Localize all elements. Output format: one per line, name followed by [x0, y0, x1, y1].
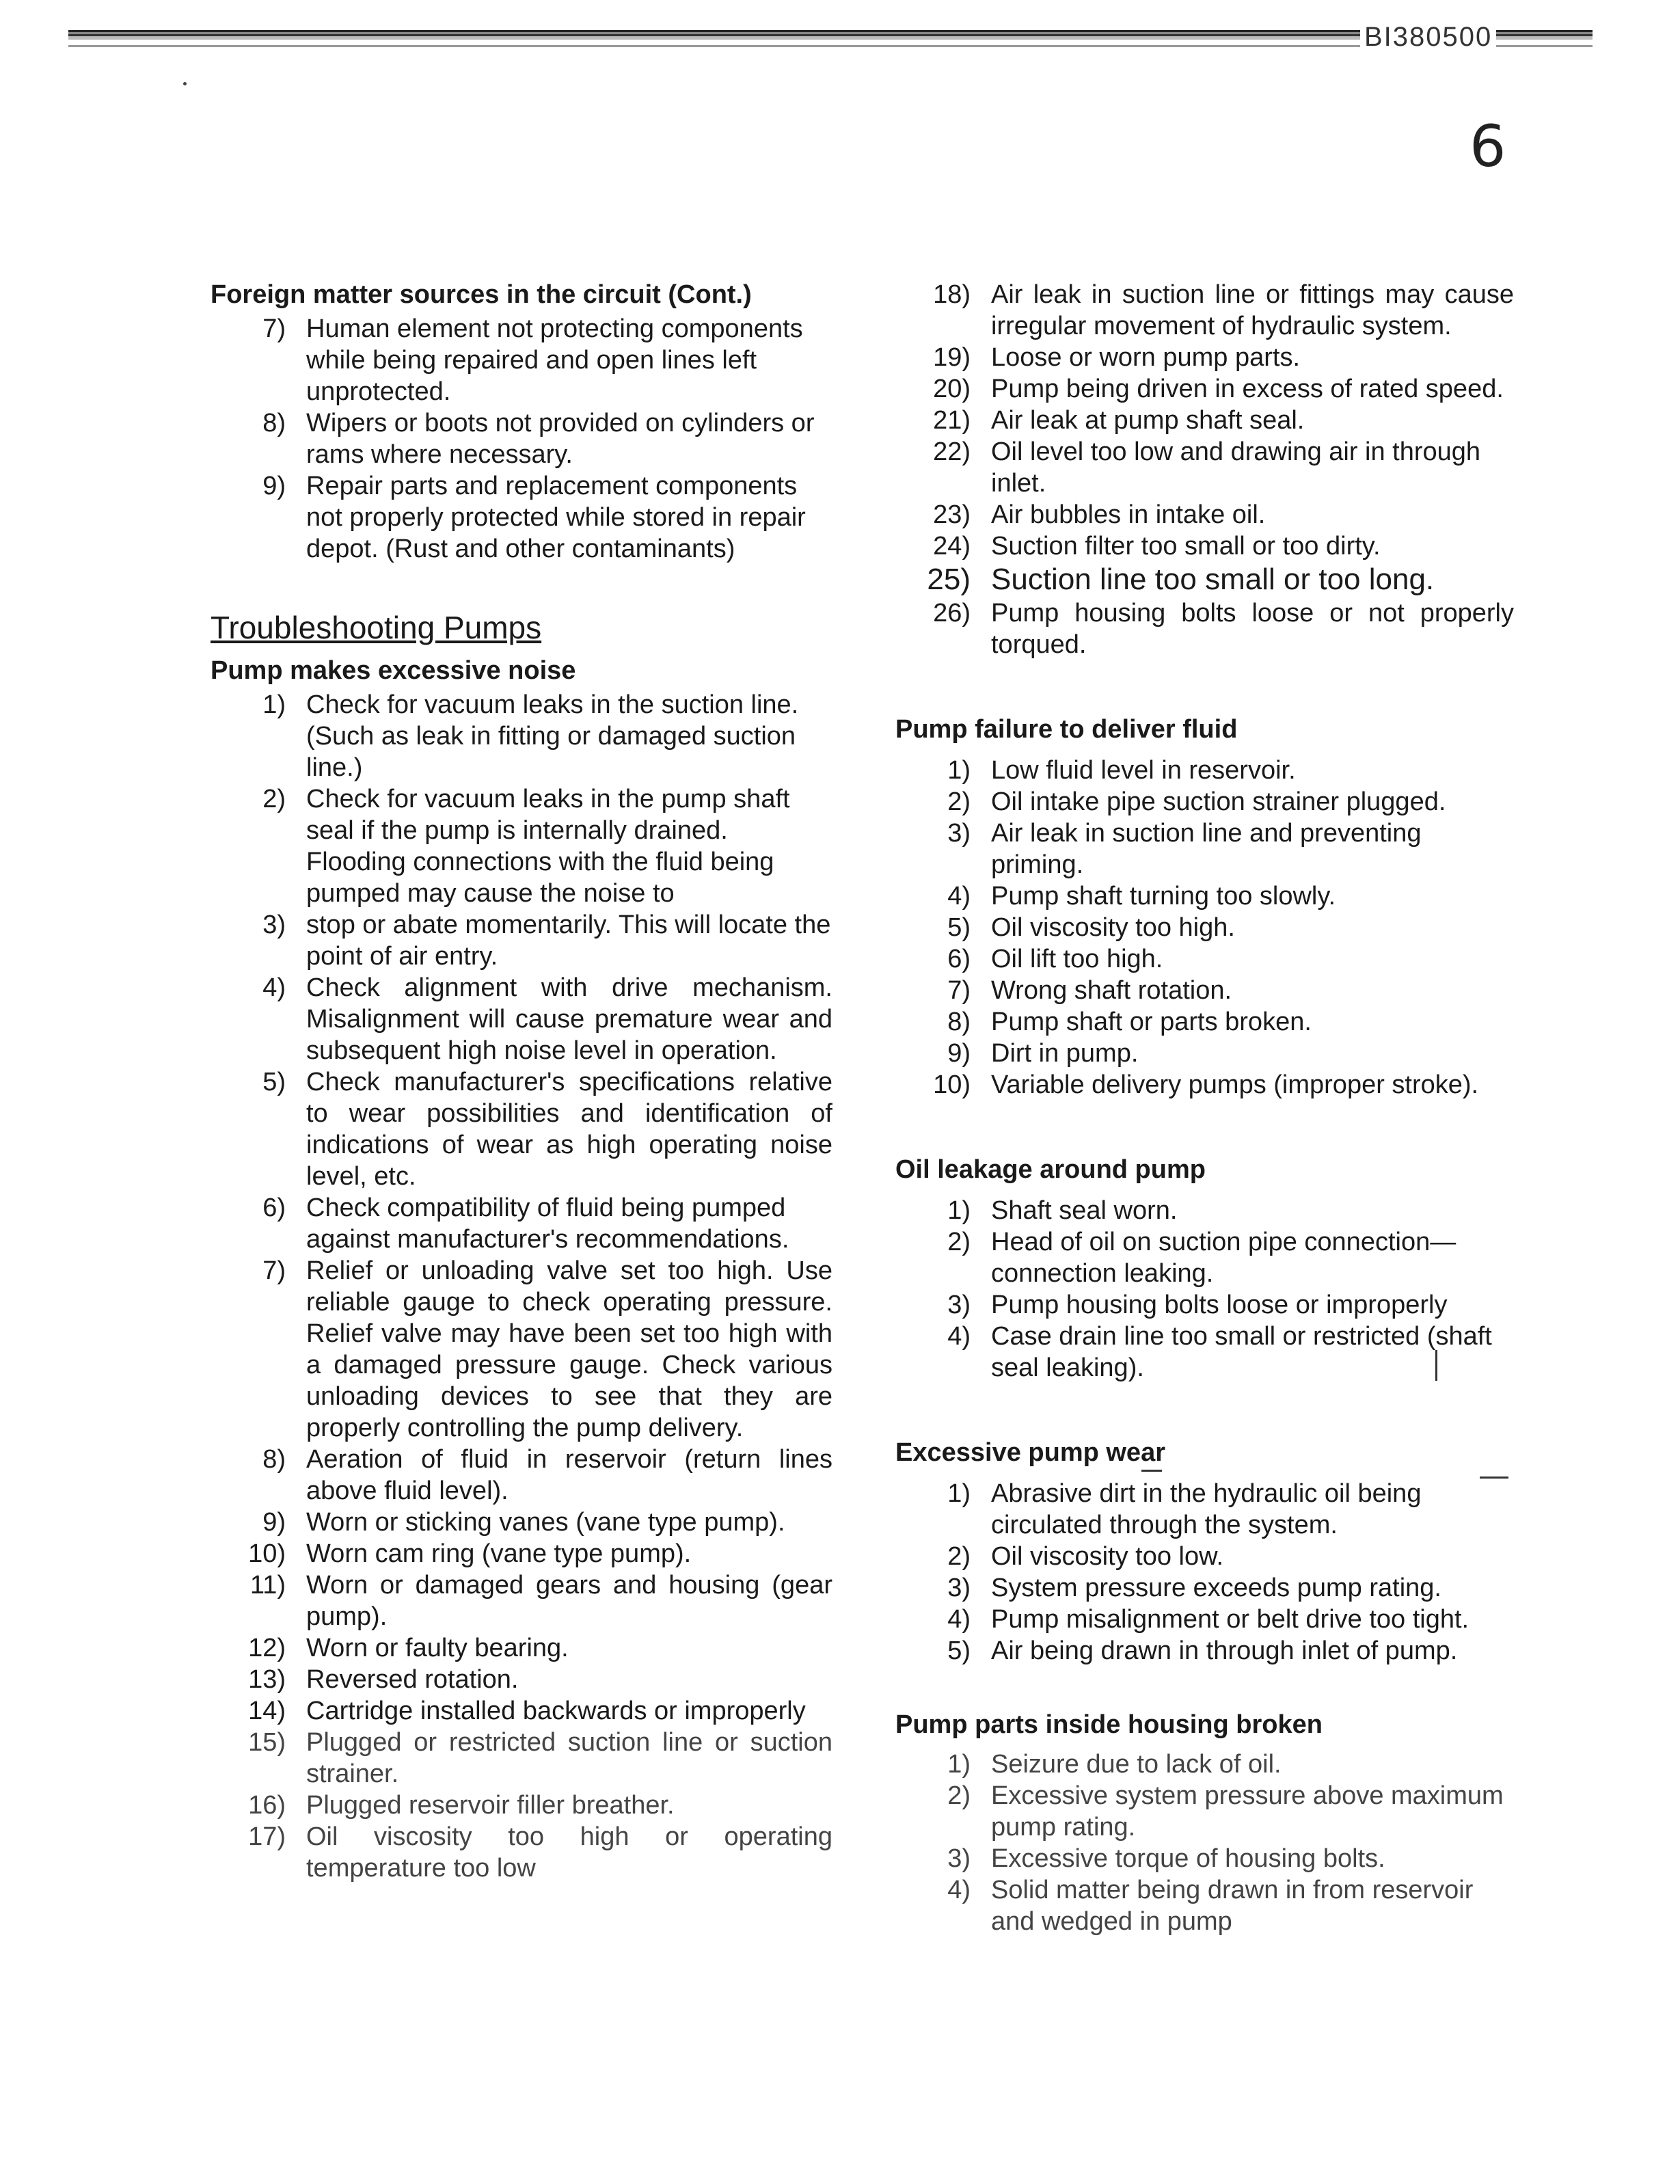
list-item: 17) Oil viscosity too high or operating temperature too low: [248, 1822, 832, 1883]
section-heading-noise: Pump makes excessive noise: [211, 656, 576, 685]
list-item: 24) Suction filter too small or too dirty.: [933, 532, 1381, 561]
list-item: 5) Check manufacturer's specifications relative to wear possibilities and identification of indications of wear as high operating noise level, etc.: [262, 1068, 832, 1191]
list-item: 2) Check for vacuum leaks in the pump shaft seal if the pump is internally drained. Flooding connections with the fluid being pumped may cause the noise to: [262, 785, 790, 908]
section-heading-broken: Pump parts inside housing broken: [895, 1710, 1323, 1739]
list-item: 1) Seizure due to lack of oil.: [947, 1750, 1282, 1779]
list-item: 19) Loose or worn pump parts.: [933, 343, 1301, 372]
list-item: 1) Low fluid level in reservoir.: [947, 756, 1296, 785]
list-item: 21) Air leak at pump shaft seal.: [933, 406, 1305, 435]
list-item: 11) Worn or damaged gears and housing (gear pump).: [249, 1571, 832, 1631]
right-column: [895, 279, 1514, 1937]
list-item: 23) Air bubbles in intake oil.: [933, 500, 1266, 529]
list-item: 1) Check for vacuum leaks in the suction line. (Such as leak in fitting or damaged suction line.): [262, 690, 799, 782]
list-item: 5) Oil viscosity too high.: [947, 913, 1235, 942]
list-item: 4) Check alignment with drive mechanism. Misalignment will cause premature wear and subsequent high noise level in operation.: [262, 973, 832, 1065]
section-heading-failure: Pump failure to deliver fluid: [895, 715, 1238, 744]
list-item: 2) Excessive system pressure above maximum pump rating.: [947, 1781, 1504, 1842]
left-column: [211, 279, 832, 1884]
list-item: 3) Air leak in suction line and preventing priming.: [947, 819, 1422, 879]
section-heading-leakage: Oil leakage around pump: [895, 1155, 1206, 1184]
list-item: 2) Oil viscosity too low.: [947, 1542, 1223, 1571]
list-item: 18) Air leak in suction line or fittings may cause irregular movement of hydraulic system.: [933, 280, 1514, 340]
list-item: 13) Reversed rotation.: [248, 1665, 519, 1694]
page-number: 6: [1469, 113, 1506, 180]
list-item: 2) Head of oil on suction pipe connection—connection leaking.: [947, 1228, 1457, 1288]
wear-list: [895, 1478, 1514, 1667]
failure-list: [895, 755, 1514, 1101]
list-item: 25) Suction line too small or too long.: [927, 563, 1435, 596]
list-item: 15) Plugged or restricted suction line or suction strainer.: [248, 1728, 832, 1788]
list-item: 8) Pump shaft or parts broken.: [947, 1008, 1312, 1036]
list-item: 4) Case drain line too small or restricted (shaft seal leaking).: [947, 1322, 1492, 1382]
scan-speck: [183, 82, 187, 85]
list-item: 9) Worn or sticking vanes (vane type pump).: [262, 1508, 785, 1537]
section-heading-wear: Excessive pump wear: [895, 1438, 1165, 1467]
foreign-matter-list: [211, 313, 832, 565]
list-item: 10) Worn cam ring (vane type pump).: [248, 1539, 692, 1568]
list-item: 2) Oil intake pipe suction strainer plugged.: [947, 787, 1446, 816]
list-item: 12) Worn or faulty bearing.: [248, 1634, 569, 1662]
list-item: 16) Plugged reservoir filler breather.: [248, 1791, 675, 1820]
list-item: 4) Pump misalignment or belt drive too tight.: [947, 1605, 1469, 1634]
list-item: 1) Shaft seal worn.: [947, 1196, 1178, 1225]
list-item: 1) Abrasive dirt in the hydraulic oil being circulated through the system.: [947, 1479, 1422, 1539]
list-item: 6) Check compatibility of fluid being pumped against manufacturer's recommendations.: [262, 1194, 789, 1254]
list-item: 8) Wipers or boots not provided on cylinders or rams where necessary.: [262, 409, 815, 469]
broken-list: [895, 1749, 1514, 1937]
noise-list: [211, 689, 832, 1884]
section-heading-foreign-matter: Foreign matter sources in the circuit (Cont.): [211, 280, 752, 309]
list-item: 3) stop or abate momentarily. This will locate the point of air entry.: [262, 911, 831, 971]
troubleshooting-title: Troubleshooting Pumps: [211, 610, 542, 645]
list-item: 10) Variable delivery pumps (improper stroke).: [933, 1070, 1479, 1099]
list-item: 8) Aeration of fluid in reservoir (return lines above fluid level).: [262, 1445, 832, 1505]
list-item: 3) Excessive torque of housing bolts.: [947, 1844, 1385, 1873]
list-item: 7) Wrong shaft rotation.: [947, 976, 1232, 1005]
list-item: 4) Solid matter being drawn in from reservoir and wedged in pump: [947, 1876, 1474, 1936]
list-item: 3) Pump housing bolts loose or improperly: [947, 1291, 1448, 1319]
list-item: 7) Human element not protecting components while being repaired and open lines left unprotected.: [262, 314, 803, 406]
list-item: 14) Cartridge installed backwards or improperly: [248, 1697, 806, 1725]
list-item: 9) Repair parts and replacement components not properly protected while stored in repair depot. (Rust and other contaminants): [262, 472, 806, 563]
list-item: 6) Oil lift too high.: [947, 945, 1163, 973]
list-item: 26) Pump housing bolts loose or not properly torqued.: [933, 599, 1514, 659]
list-item: 5) Air being drawn in through inlet of pump.: [947, 1636, 1458, 1665]
document-code: BI380500: [1360, 22, 1496, 53]
list-item: 7) Relief or unloading valve set too high. Use reliable gauge to check operating pressure. Relief valve may have been set too high with a damaged pressure gauge. Check various unloading devices to see that they are properly controlling the pump delivery.: [262, 1256, 832, 1442]
list-item: 20) Pump being driven in excess of rated speed.: [933, 375, 1504, 403]
list-item: 4) Pump shaft turning too slowly.: [947, 882, 1336, 911]
list-item: 9) Dirt in pump.: [947, 1039, 1139, 1068]
list-item: 22) Oil level too low and drawing air in through inlet.: [933, 437, 1481, 498]
noise-list-continued: [895, 279, 1514, 660]
list-item: 3) System pressure exceeds pump rating.: [947, 1574, 1441, 1602]
leakage-list: [895, 1195, 1514, 1384]
